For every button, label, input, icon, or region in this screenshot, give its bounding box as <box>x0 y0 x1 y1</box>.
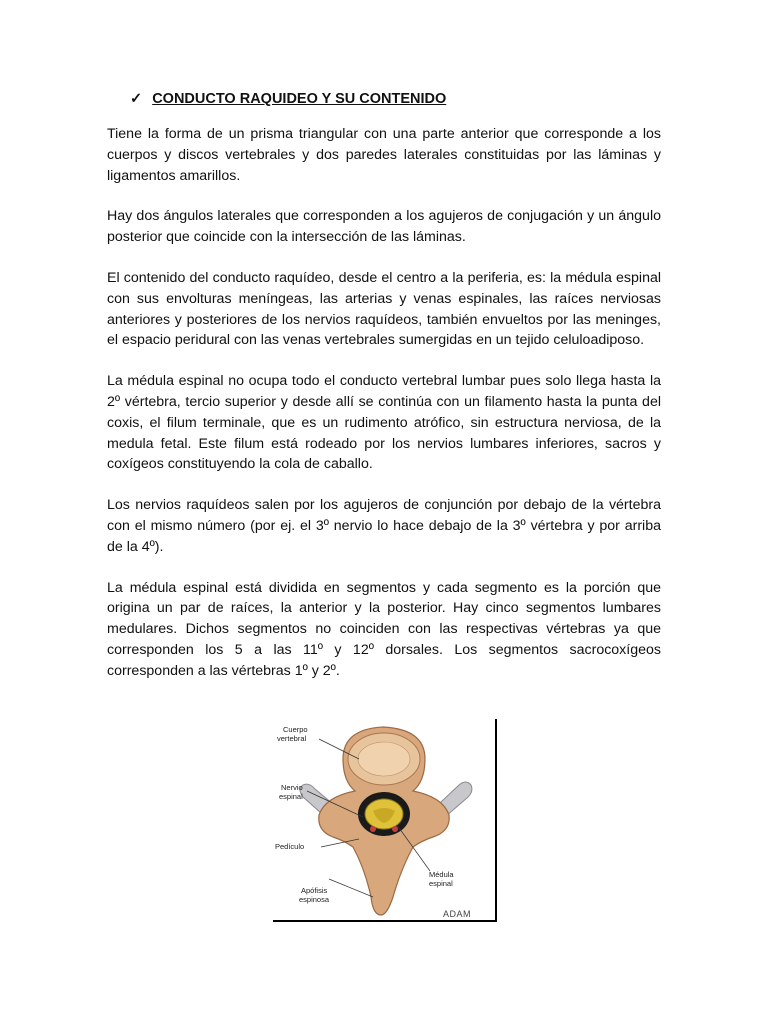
check-mark-icon: ✓ <box>130 91 143 107</box>
label-nervio-2: espinal <box>279 792 303 801</box>
label-cuerpo-2: vertebral <box>277 734 307 743</box>
paragraph-2: Hay dos ángulos laterales que corresponden a los agujeros de conjugación y un ángulo posterior que coincide con la intersección de las láminas. <box>107 208 661 246</box>
pointer-line <box>329 879 373 897</box>
label-apofisis-1: Apófisis <box>301 886 328 895</box>
label-medula-1: Médula <box>429 870 454 879</box>
spinal-vessel-shape <box>370 826 376 832</box>
paragraph-3: El contenido del conducto raquídeo, desde el centro a la periferia, es: la médula espinal con sus envolturas meníngeas, las arterias y venas espinales, las raíces nerviosas anteriores y posteriores de los nervios raquídeos, también envueltos por las meninges, el espacio peridural con las venas vertebrales sumergidas en un tejido celuloadiposo. <box>107 269 661 349</box>
label-cuerpo-1: Cuerpo <box>283 725 308 734</box>
vertebra-illustration <box>273 719 497 922</box>
vertebral-body-core-shape <box>358 742 410 776</box>
paragraph-4: La médula espinal no ocupa todo el conducto vertebral lumbar pues solo llega hasta la 2º vértebra, tercio superior y desde allí se continúa con un filamento hasta la punta del coxis, el filum terminale, que es un rudimento atrófico, sin estructura nerviosa, de la medula fetal. Este filum está rodeado por los nervios lumbares inferiores, sacros y coxígeos constituyendo la cola de caballo. <box>107 373 661 473</box>
paragraph-1: Tiene la forma de un prisma triangular con una parte anterior que corresponde a los cuerpos y discos vertebrales y dos paredes laterales constituidas por las láminas y ligamentos amarillos. <box>107 126 661 184</box>
section-heading <box>130 91 446 107</box>
label-pediculo: Pedículo <box>275 842 305 851</box>
paragraph-5: Los nervios raquídeos salen por los agujeros de conjunción por debajo de la vértebra con el mismo número (por ej. el 3º nervio lo hace debajo de la 3º vértebra y por arriba de la 4º). <box>107 497 661 555</box>
body-text <box>107 124 661 702</box>
paragraph-6: La médula espinal está dividida en segmentos y cada segmento es la porción que origina un par de raíces, la anterior y la posterior. Hay cinco segmentos lumbares medulares. Dichos segmentos no coinciden con las respectivas vértebras ya que corresponden los 5 a las 11º y 12º dorsales. Los segmentos sacrocoxígeos corresponden a las vértebras 1º y 2º. <box>107 579 661 679</box>
label-nervio-1: Nervio <box>281 783 303 792</box>
vertebra-diagram <box>273 719 495 920</box>
spinal-vessel-shape <box>392 826 398 832</box>
adam-watermark: ADAM <box>443 909 472 919</box>
section-title: CONDUCTO RAQUIDEO Y SU CONTENIDO <box>152 91 447 107</box>
label-medula-2: espinal <box>429 879 453 888</box>
label-apofisis-2: espinosa <box>299 895 330 904</box>
